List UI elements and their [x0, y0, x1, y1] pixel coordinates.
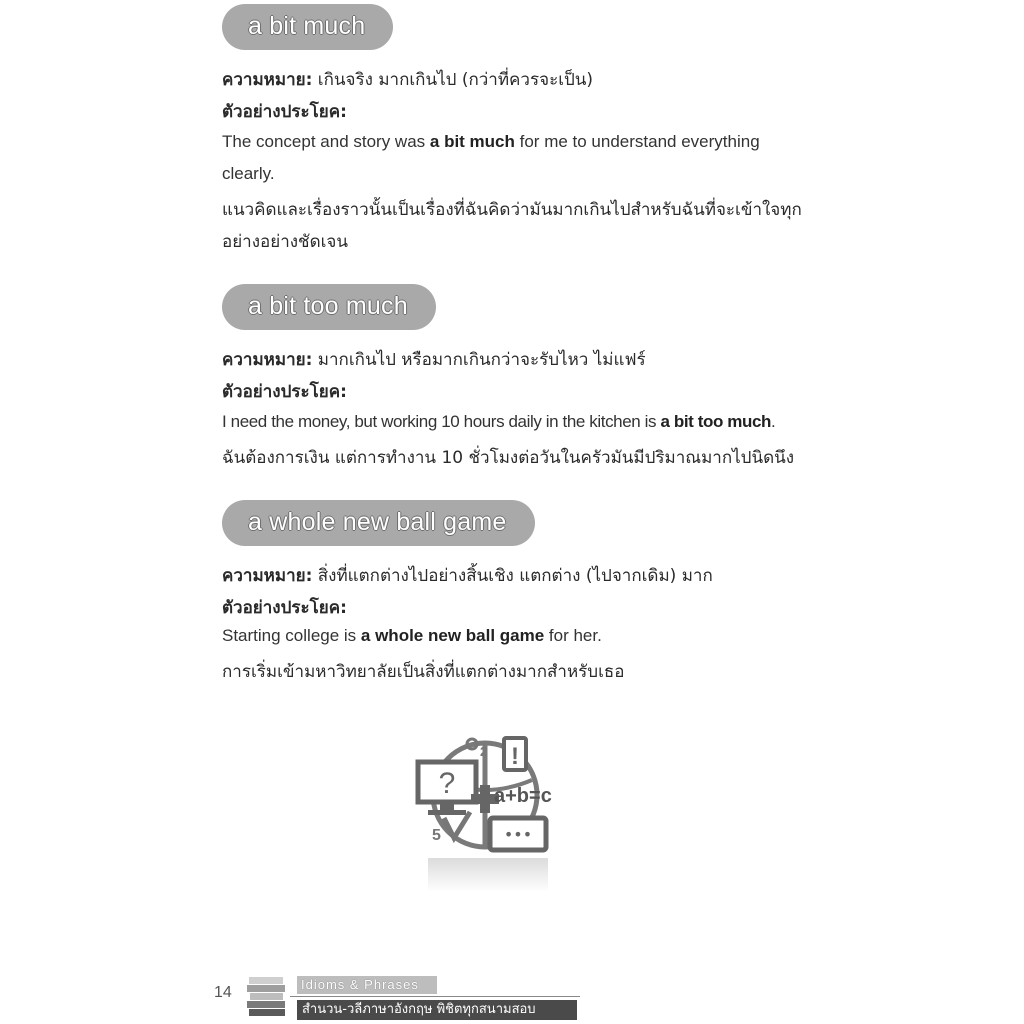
idiom-heading: a bit too much [222, 284, 436, 330]
example-english [222, 412, 775, 432]
meaning-label: ความหมาย: [222, 70, 313, 90]
example-english [222, 626, 602, 646]
books-icon [247, 975, 287, 1017]
example-label: ตัวอย่างประโยค: [222, 598, 347, 618]
example-idiom-highlight: a bit much [429, 132, 515, 151]
superscript-digit: 2 [480, 744, 488, 759]
meaning-line [222, 346, 646, 373]
example-text: . [771, 412, 776, 431]
meaning-label: ความหมาย: [222, 350, 313, 370]
example-english [222, 132, 760, 152]
example-thai: แนวคิดและเรื่องราวนั้นเป็นเรื่องที่ฉันคิดว่ามันมากเกินไปสำหรับฉันที่จะเข้าใจทุก [222, 200, 802, 220]
book-title: สำนวน-วลีภาษาอังกฤษ พิชิตทุกสนามสอบ [297, 1000, 577, 1020]
example-english-cont: clearly. [222, 164, 275, 183]
example-label: ตัวอย่างประโยค: [222, 102, 347, 122]
example-thai: ฉันต้องการเงิน แต่การทำงาน 10 ชั่วโมงต่อวันในครัวมันมีปริมาณมากไปนิดนึง [222, 448, 795, 468]
exclamation-mark: ! [511, 743, 519, 770]
example-thai-cont: อย่างอย่างชัดเจน [222, 232, 349, 252]
reflection [428, 858, 548, 892]
example-label: ตัวอย่างประโยค: [222, 382, 347, 402]
example-thai: การเริ่มเข้ามหาวิทยาลัยเป็นสิ่งที่แตกต่างมากสำหรับเธอ [222, 662, 625, 682]
page-number: 14 [214, 984, 232, 1001]
meaning-line [222, 66, 593, 93]
example-text: The concept and story was [222, 132, 430, 151]
idiom-entry-a-bit-too-much [222, 284, 822, 474]
example-text: Starting college is [222, 626, 361, 645]
idiom-heading: a whole new ball game [222, 500, 535, 546]
series-title: Idioms & Phrases [297, 976, 437, 994]
idiom-entry-a-bit-much [222, 4, 822, 254]
example-idiom-highlight: a bit too much [660, 412, 772, 431]
example-text: I need the money, but working 10 hours daily in the kitchen is [222, 412, 661, 431]
idiom-entry-a-whole-new-ball-game [222, 500, 822, 690]
idiom-heading: a bit much [222, 4, 393, 50]
learning-illustration [410, 730, 580, 900]
chat-dots: ••• [503, 825, 533, 844]
question-mark: ? [438, 767, 456, 800]
chat-bubble-icon [490, 818, 546, 850]
equation-text: a+b=c [494, 785, 552, 807]
meaning-line [222, 562, 713, 589]
meaning-text: มากเกินไป หรือมากเกินกว่าจะรับไหว ไม่แฟร์ [312, 350, 646, 370]
meaning-text: สิ่งที่แตกต่างไปอย่างสิ้นเชิง แตกต่าง (ไปจากเดิม) มาก [312, 566, 713, 586]
meaning-label: ความหมาย: [222, 566, 313, 586]
phone-icon [504, 738, 526, 770]
meaning-text: เกินจริง มากเกินไป (กว่าที่ควรจะเป็น) [312, 70, 594, 90]
monitor-icon [418, 762, 476, 815]
example-text: for me to understand everything [514, 132, 760, 151]
example-idiom-highlight: a whole new ball game [360, 626, 545, 645]
example-text: for her. [544, 626, 602, 645]
footer-divider [290, 996, 580, 997]
digit-five: 5 [432, 827, 441, 844]
